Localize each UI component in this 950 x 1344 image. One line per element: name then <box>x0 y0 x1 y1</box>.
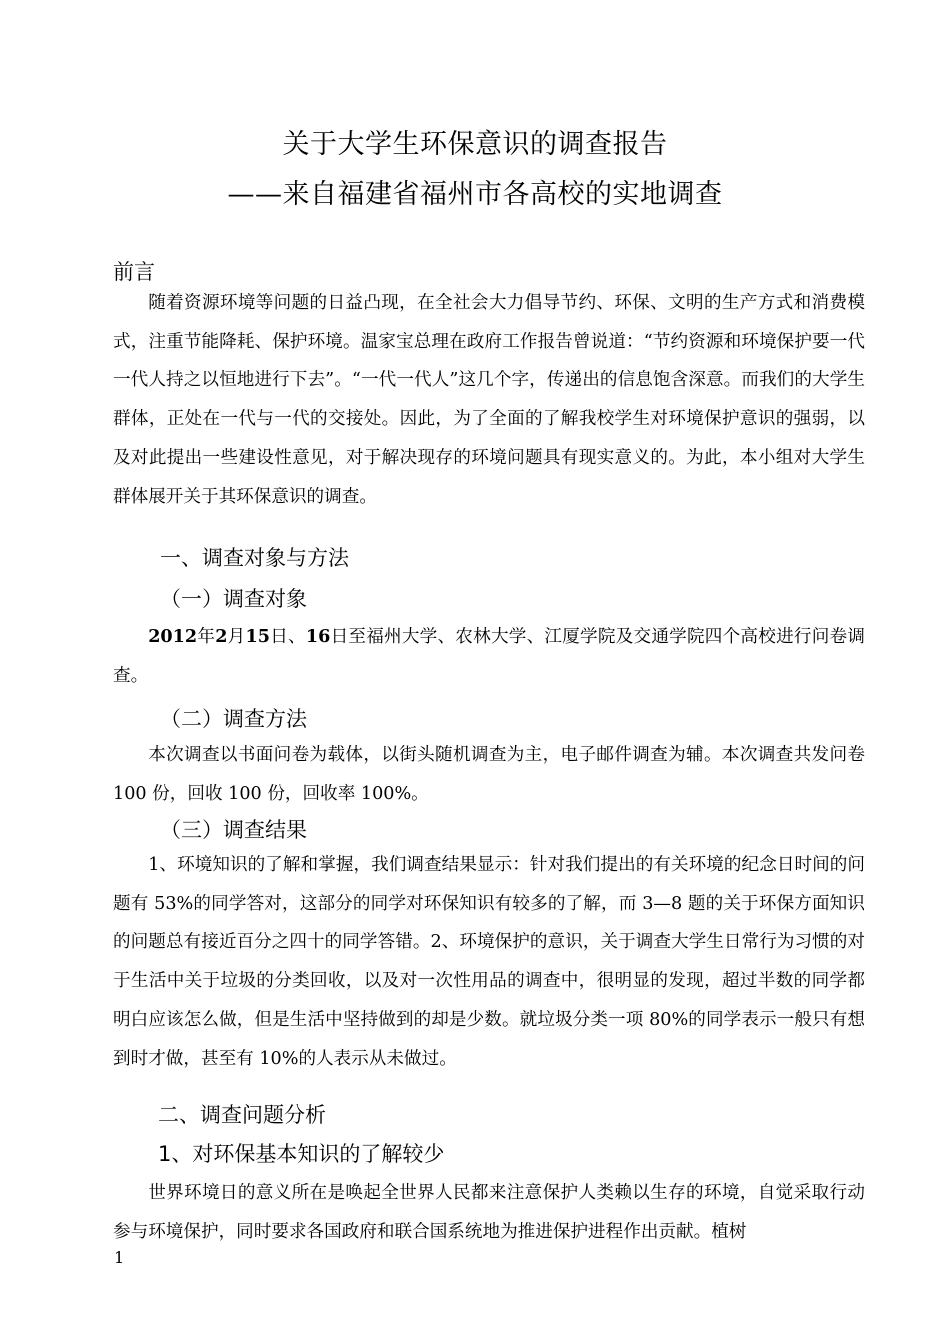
survey-month: 2 <box>215 626 228 647</box>
section-2-1-heading: 1、对环保基本知识的了解较少 <box>158 1142 445 1166</box>
survey-year: 2012 <box>148 626 198 647</box>
text-run: 日、 <box>269 627 306 647</box>
text-run: 月 <box>227 627 246 647</box>
document-title: 关于大学生环保意识的调查报告 <box>282 129 668 160</box>
section-1-1-paragraph <box>113 618 865 695</box>
preface-paragraph: 随着资源环境等问题的日益凸现，在全社会大力倡导节约、环保、文明的生产方式和消费模式，注重节能降耗、保护环境。温家宝总理在政府工作报告曾说道：“节约资源和环境保护要一代一代人持之以恒地进行下去”。“一代一代人”这几个字，传递出的信息饱含深意。而我们的大学生群体，正处在一代与一代的交接处。因此，为了全面的了解我校学生对环境保护意识的强弱，以及对此提出一些建设性意见，对于解决现存的环境问题具有现实意义的。为此，本小组对大学生群体展开关于其环保意识的调查。 <box>113 293 865 507</box>
document-subtitle: ——来自福建省福州市各高校的实地调查 <box>227 179 723 210</box>
section-1-3-paragraph: 1、环境知识的了解和掌握，我们调查结果显示：针对我们提出的有关环境的纪念日时间的问题有 53%的同学答对，这部分的同学对环保知识有较多的了解，而 3—8 题的关于环保方面知识的问题总有接近百分之四十的同学答错。2、环境保护的意识，关于调查大学生日常行为习惯的对于生活中关于垃圾的分类回收，以及对一次性用品的调查中，很明显的发现，超过半数的同学都明白应该怎么做，但是生活中坚持做到的却是少数。就垃圾分类一项 80%的同学表示一般只有想到时才做，甚至有 10%的人表示从未做过。 <box>113 855 865 1069</box>
text-run: 年 <box>197 627 216 647</box>
section-2-heading: 二、调查问题分析 <box>158 1103 326 1127</box>
text-run: 日至福州大学、农林大学、江厦学院及交通学院四个高校进行问卷调查。 <box>113 627 865 686</box>
preface-heading: 前言 <box>113 260 155 284</box>
section-1-3-heading: （三）调查结果 <box>160 818 307 842</box>
page-number: 1 <box>114 1248 125 1267</box>
section-1-2-paragraph: 本次调查以书面问卷为载体，以街头随机调查为主，电子邮件调查为辅。本次调查共发问卷 100 份，回收 100 份，回收率 100%。 <box>113 745 865 804</box>
section-1-2-heading: （二）调查方法 <box>160 707 307 731</box>
section-1-heading: 一、调查对象与方法 <box>160 546 349 570</box>
section-2-1-paragraph: 世界环境日的意义所在是唤起全世界人民都来注意保护人类赖以生存的环境，自觉采取行动参与环境保护，同时要求各国政府和联合国系统地为推进保护进程作出贡献。植树 <box>113 1183 865 1242</box>
survey-day-2: 16 <box>305 626 331 647</box>
section-1-1-heading: （一）调查对象 <box>160 587 307 611</box>
survey-day-1: 15 <box>245 626 270 647</box>
